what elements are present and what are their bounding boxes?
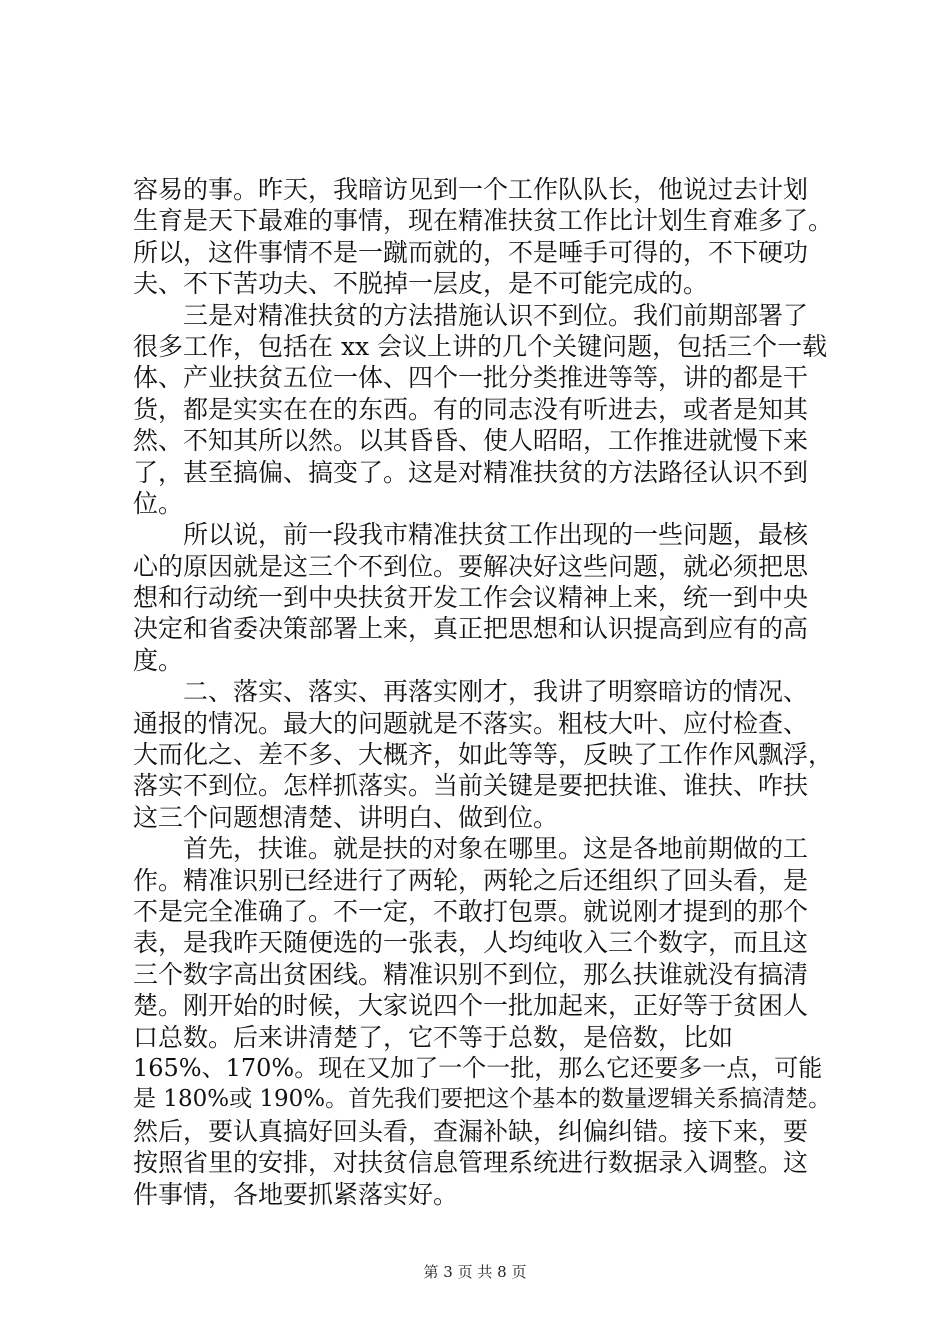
- text-line: 二、落实、落实、再落实刚才，我讲了明察暗访的情况、: [133, 677, 809, 707]
- text-line: 体、产业扶贫五位一体、四个一批分类推进等等，讲的都是干: [133, 363, 809, 393]
- text-line: 然后，要认真搞好回头看，查漏补缺，纠偏纠错。接下来，要: [133, 1116, 809, 1146]
- text-line: 件事情，各地要抓紧落实好。: [133, 1179, 459, 1209]
- text-line: 大而化之、差不多、大概齐，如此等等，反映了工作作风飘浮，: [133, 740, 834, 770]
- text-line: 位。: [133, 488, 184, 518]
- text-line: 生育是天下最难的事情，现在精准扶贫工作比计划生育难多了。: [133, 206, 834, 236]
- text-line: 心的原因就是这三个不到位。要解决好这些问题，就必须把思: [133, 551, 809, 581]
- text-line: 不是完全准确了。不一定，不敢打包票。就说刚才提到的那个: [133, 896, 809, 926]
- text-line: 这三个问题想清楚、讲明白、做到位。: [133, 802, 559, 832]
- text-line: 想和行动统一到中央扶贫开发工作会议精神上来，统一到中央: [133, 583, 809, 613]
- text-line: 所以说，前一段我市精准扶贫工作出现的一些问题，最核: [133, 520, 809, 550]
- text-line: 货，都是实实在在的东西。有的同志没有听进去，或者是知其: [133, 394, 809, 424]
- text-line: 表，是我昨天随便选的一张表，人均纯收入三个数字，而且这: [133, 928, 809, 958]
- text-line: 很多工作，包括在 xx 会议上讲的几个关键问题，包括三个一载: [133, 331, 828, 361]
- text-line: 口总数。后来讲清楚了，它不等于总数，是倍数，比如: [133, 1022, 734, 1052]
- text-line: 度。: [133, 645, 184, 675]
- text-line: 通报的情况。最大的问题就是不落实。粗枝大叶、应付检查、: [133, 708, 809, 738]
- page-number-footer: 第 3 页 共 8 页: [423, 1263, 527, 1281]
- text-line: 落实不到位。怎样抓落实。当前关键是要把扶谁、谁扶、咋扶: [133, 771, 809, 801]
- text-line: 楚。刚开始的时候，大家说四个一批加起来，正好等于贫困人: [133, 991, 809, 1021]
- text-line: 了，甚至搞偏、搞变了。这是对精准扶贫的方法路径认识不到: [133, 457, 809, 487]
- text-line: 作。精准识别已经进行了两轮，两轮之后还组织了回头看，是: [133, 865, 809, 895]
- text-line: 三是对精准扶贫的方法措施认识不到位。我们前期部署了: [133, 300, 809, 330]
- text-line: 是 180%或 190%。首先我们要把这个基本的数量逻辑关系搞清楚。: [133, 1086, 832, 1113]
- text-line: 夫、不下苦功夫、不脱掉一层皮，是不可能完成的。: [133, 269, 709, 299]
- text-line: 165%、170%。现在又加了一个一批，那么它还要多一点，可能: [133, 1053, 823, 1082]
- text-line: 按照省里的安排，对扶贫信息管理系统进行数据录入调整。这: [133, 1148, 809, 1178]
- text-line: 三个数字高出贫困线。精准识别不到位，那么扶谁就没有搞清: [133, 959, 809, 989]
- text-line: 决定和省委决策部署上来，真正把思想和认识提高到应有的高: [133, 614, 809, 644]
- body-text: [133, 174, 833, 1210]
- text-line: 所以，这件事情不是一蹴而就的，不是唾手可得的，不下硬功: [133, 237, 809, 267]
- text-line: 容易的事。昨天，我暗访见到一个工作队队长，他说过去计划: [133, 175, 809, 204]
- text-line: 然、不知其所以然。以其昏昏、使人昭昭，工作推进就慢下来: [133, 426, 809, 456]
- text-line: 首先，扶谁。就是扶的对象在哪里。这是各地前期做的工: [133, 834, 809, 864]
